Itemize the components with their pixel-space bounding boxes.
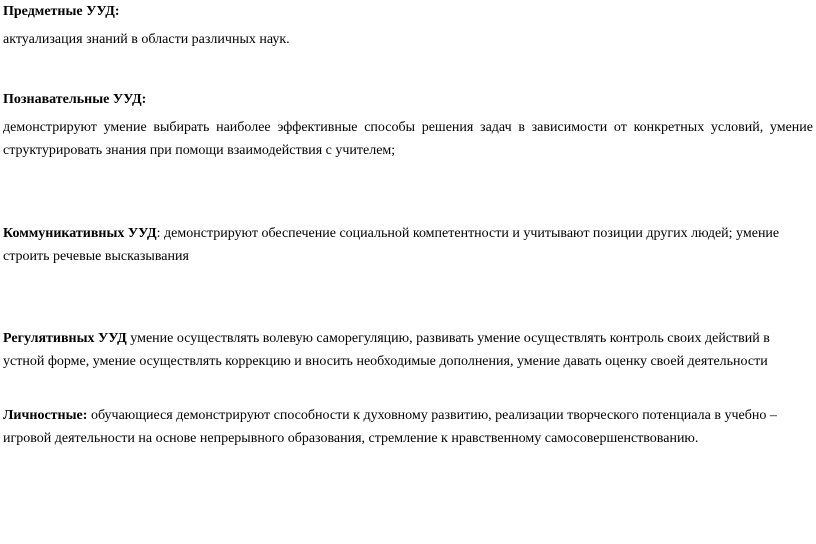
personal-uud-text: обучающиеся демонстрируют способности к духовному развитию, реализации творческого потенциала в учебно – игровой деятельности на основе непрерывного образования, стремление к нравственному самосовершенствованию.: [3, 408, 777, 446]
regulatory-uud-heading: Регулятивных УУД: [3, 331, 127, 346]
regulatory-uud-paragraph: [3, 327, 813, 373]
personal-uud-heading: Личностные:: [3, 408, 88, 423]
personal-uud-paragraph: [3, 404, 813, 450]
communicative-uud-text: : демонстрируют обеспечение социальной компетентности и учитывают позиции других людей; умение строить речевые высказывания: [3, 226, 780, 264]
cognitive-uud-heading: Познавательные УУД:: [3, 92, 147, 107]
subject-uud-text: актуализация знаний в области различных наук.: [3, 32, 290, 47]
subject-uud-heading: Предметные УУД:: [3, 4, 120, 19]
communicative-uud-heading: Коммуникативных УУД: [3, 226, 157, 241]
regulatory-uud-text: умение осуществлять волевую саморегуляцию, развивать умение осуществлять контроль своих действий в устной форме, умение осуществлять коррекцию и вносить необходимые дополнения, умение давать оценку своей деятельности: [3, 331, 770, 369]
cognitive-uud-text: демонстрируют умение выбирать наиболее эффективные способы решения задач в зависимости от конкретных условий, умение структурировать знания при помощи взаимодействия с учителем;: [3, 120, 813, 158]
communicative-uud-paragraph: [3, 222, 813, 268]
